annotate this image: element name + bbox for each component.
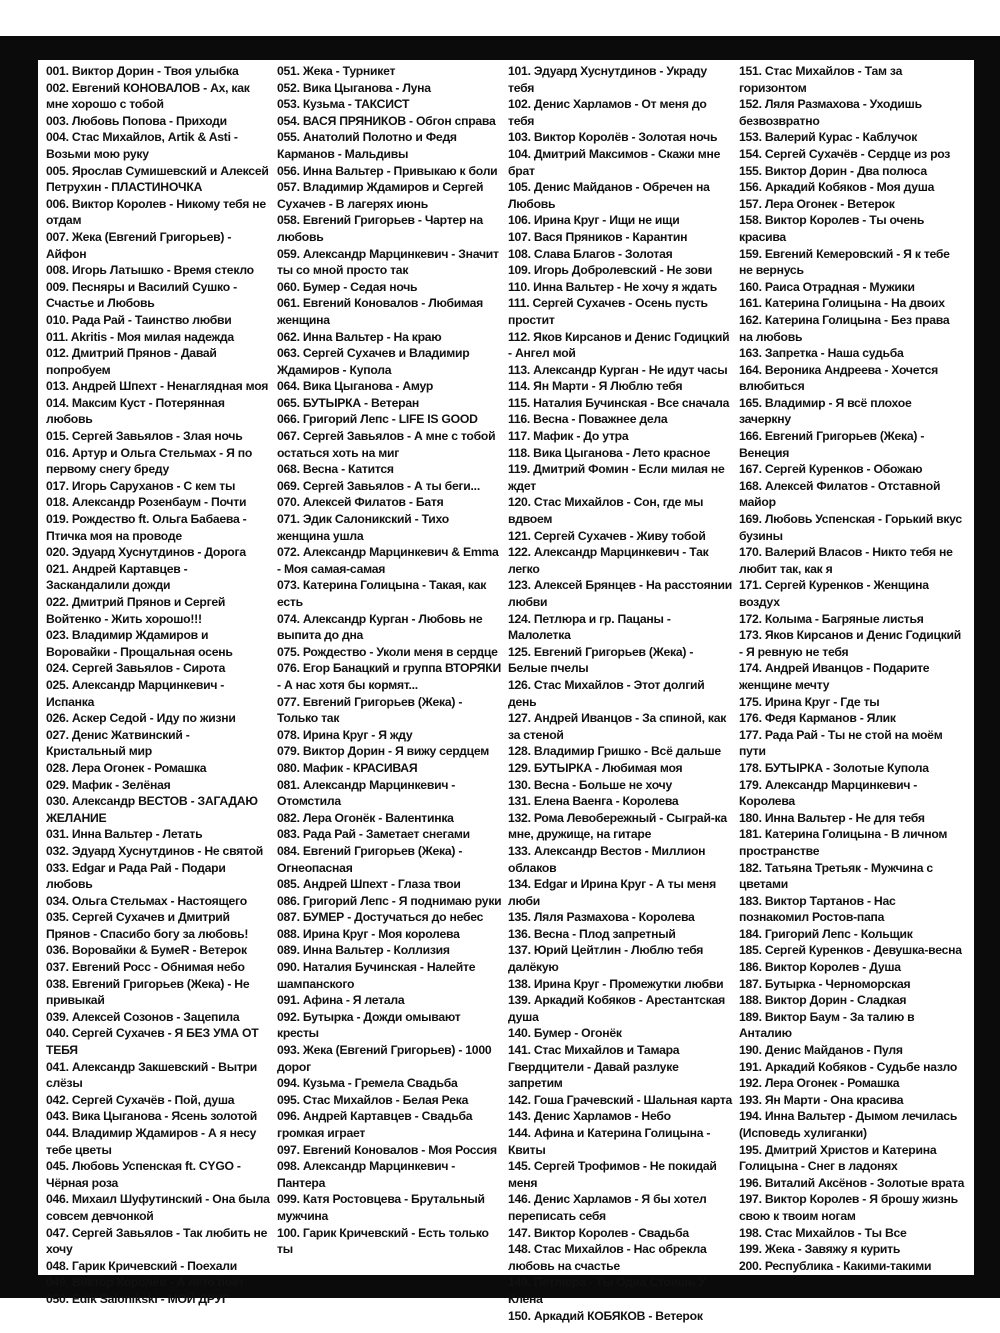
- track-entry: 034. Ольга Стельмах - Настоящего: [46, 893, 247, 908]
- track-entry: 156. Аркадий Кобяков - Моя душа: [739, 180, 935, 195]
- track-entry: 068. Весна - Катится: [277, 462, 394, 477]
- track-entry: 016. Артур и Ольга Стельмах - Я по первому снегу бреду: [46, 445, 253, 477]
- track-entry: 095. Стас Михайлов - Белая Река: [277, 1092, 469, 1107]
- track-entry: 176. Федя Карманов - Ялик: [739, 711, 896, 726]
- track-entry: 024. Сергей Завьялов - Сирота: [46, 661, 226, 676]
- track-entry: 153. Валерий Курас - Каблучок: [739, 130, 918, 145]
- track-entry: 058. Евгений Григорьев - Чартер на любовь: [277, 213, 483, 244]
- track-entry: 044. Владимир Ждамиров - А я несу тебе цветы: [46, 1126, 257, 1157]
- track-entry: 180. Инна Вальтер - Не для тебя: [739, 810, 925, 825]
- track-entry: 185. Сергей Куренков - Девушка-весна: [739, 943, 962, 958]
- track-entry: 027. Денис Жатвинский - Кристальный мир: [46, 727, 190, 759]
- track-entry: 010. Рада Рай - Таинство любви: [46, 312, 232, 327]
- track-entry: 124. Петлюра и гр. Пацаны - Малолетка: [508, 611, 671, 643]
- track-entry: 073. Катерина Голицына - Такая, как есть: [277, 578, 487, 609]
- track-entry: 007. Жека (Евгений Григорьев) - Айфон: [46, 229, 232, 261]
- track-entry: 143. Денис Харламов - Небо: [508, 1109, 671, 1124]
- track-entry: 098. Александр Марцинкевич - Пантера: [277, 1159, 456, 1190]
- track-entry: 106. Ирина Круг - Ищи не ищи: [508, 213, 680, 228]
- track-entry: 167. Сергей Куренков - Обожаю: [739, 462, 923, 477]
- track-entry: 003. Любовь Попова - Приходи: [46, 113, 227, 128]
- track-entry: 145. Сергей Трофимов - Не покидай меня: [508, 1159, 717, 1190]
- track-entry: 092. Бутырка - Дожди омывают кресты: [277, 1009, 461, 1041]
- track-entry: 173. Яков Кирсанов и Денис Годицкий - Я ревную не тебя: [739, 628, 962, 659]
- track-entry: 189. Виктор Баум - За талию в Анталию: [739, 1009, 915, 1041]
- track-entry: 006. Виктор Королев - Никому тебя не отдам: [46, 196, 266, 228]
- track-entry: 175. Ирина Круг - Где ты: [739, 694, 880, 709]
- track-entry: 200. Республика - Какими-такими: [739, 1258, 932, 1273]
- track-entry: 017. Игорь Саруханов - С кем ты: [46, 478, 236, 493]
- track-entry: 169. Любовь Успенская - Горький вкус бузины: [739, 512, 962, 543]
- track-entry: 111. Сергей Сухачев - Осень пусть простит: [508, 296, 708, 327]
- track-entry: 140. Бумер - Огонёк: [508, 1026, 622, 1041]
- track-entry: 139. Аркадий Кобяков - Арестантская душа: [508, 993, 725, 1024]
- track-entry: 192. Лера Огонек - Ромашка: [739, 1076, 900, 1091]
- track-entry: 019. Рождество ft. Ольга Бабаева - Птичка моя на проводе: [46, 512, 247, 543]
- track-entry: 170. Валерий Власов - Никто тебя не любит так, как я: [739, 545, 953, 576]
- track-entry: 069. Сергей Завьялов - А ты беги...: [277, 478, 480, 493]
- track-entry: 028. Лера Огонек - Ромашка: [46, 760, 207, 775]
- track-entry: 135. Ляля Размахова - Королева: [508, 910, 695, 925]
- track-entry: 142. Гоша Грачевский - Шальная карта: [508, 1092, 733, 1107]
- track-entry: 054. ВАСЯ ПРЯНИКОВ - Обгон справа: [277, 113, 496, 128]
- track-entry: 130. Весна - Больше не хочу: [508, 777, 672, 792]
- track-entry: 152. Ляля Размахова - Уходишь безвозвратно: [739, 97, 922, 128]
- track-entry: 181. Катерина Голицына - В личном пространстве: [739, 827, 948, 858]
- track-entry: 081. Александр Марцинкевич - Отомстила: [277, 777, 456, 809]
- track-entry: 062. Инна Вальтер - На краю: [277, 329, 442, 344]
- track-entry: 191. Аркадий Кобяков - Судьбе назло: [739, 1059, 958, 1074]
- track-entry: 022. Дмитрий Прянов и Сергей Войтенко - Жить хорошо!!!: [46, 595, 226, 626]
- track-entry: 146. Денис Харламов - Я бы хотел переписать себя: [508, 1192, 707, 1223]
- track-entry: 074. Александр Курган - Любовь не выпита до дна: [277, 611, 483, 643]
- track-entry: 186. Виктор Королев - Душа: [739, 960, 901, 975]
- track-entry: 105. Денис Майданов - Обречен на Любовь: [508, 180, 710, 211]
- track-entry: 163. Запретка - Наша судьба: [739, 346, 904, 361]
- track-entry: 037. Евгений Росс - Обнимая небо: [46, 960, 245, 975]
- track-entry: 029. Мафик - Зелёная: [46, 777, 171, 792]
- track-entry: 049. Виктор Королёв - А лето поёт: [46, 1275, 245, 1290]
- track-entry: 030. Александр ВЕСТОВ - ЗАГАДАЮ ЖЕЛАНИЕ: [46, 794, 258, 825]
- track-entry: 188. Виктор Дорин - Сладкая: [739, 993, 907, 1008]
- track-entry: 038. Евгений Григорьев (Жека) - Не привыкай: [46, 976, 250, 1008]
- track-entry: 115. Наталия Бучинская - Все сначала: [508, 395, 730, 410]
- track-entry: 071. Эдик Салоникский - Тихо женщина ушла: [277, 512, 449, 543]
- track-entry: 035. Сергей Сухачев и Дмитрий Прянов - Спасибо богу за любовь!: [46, 910, 249, 941]
- track-entry: 107. Вася Пряников - Карантин: [508, 229, 688, 244]
- top-margin: [0, 0, 1000, 36]
- track-entry: 053. Кузьма - ТАКСИСТ: [277, 97, 410, 112]
- track-entry: 084. Евгений Григорьев (Жека) - Огнеопасная: [277, 843, 463, 875]
- track-entry: 104. Дмитрий Максимов - Скажи мне брат: [508, 146, 721, 178]
- track-entry: 103. Виктор Королёв - Золотая ночь: [508, 130, 718, 145]
- tracklist-column-4: [739, 63, 965, 1274]
- track-entry: 047. Сергей Завьялов - Так любить не хочу: [46, 1225, 268, 1257]
- track-entry: 187. Бутырка - Черноморская: [739, 976, 911, 991]
- track-entry: 132. Рома Левобережный - Сыграй-ка мне, дружище, на гитаре: [508, 810, 727, 842]
- track-entry: 133. Александр Вестов - Миллион облаков: [508, 843, 706, 875]
- track-entry: 141. Стас Михайлов и Тамара Гвердцители - Давай разлуке запретим: [508, 1043, 680, 1091]
- track-entry: 125. Евгений Григорьев (Жека) - Белые пчелы: [508, 644, 694, 676]
- track-entry: 089. Инна Вальтер - Коллизия: [277, 943, 450, 958]
- track-entry: 108. Слава Благов - Золотая: [508, 246, 673, 261]
- track-entry: 009. Песняры и Василий Сушко - Счастье и Любовь: [46, 279, 237, 311]
- track-entry: 151. Стас Михайлов - Там за горизонтом: [739, 64, 903, 95]
- track-entry: 150. Аркадий КОБЯКОВ - Ветерок: [508, 1308, 703, 1323]
- track-entry: 013. Андрей Шпехт - Ненаглядная моя: [46, 379, 269, 394]
- track-entry: 165. Владимир - Я всё плохое зачеркну: [739, 395, 912, 427]
- track-entry: 196. Виталий Аксёнов - Золотые врата: [739, 1175, 965, 1190]
- track-entry: 138. Ирина Круг - Промежутки любви: [508, 976, 724, 991]
- track-entry: 008. Игорь Латышко - Время стекло: [46, 263, 254, 278]
- track-entry: 002. Евгений КОНОВАЛОВ - Ах, как мне хорошо с тобой: [46, 80, 250, 112]
- track-entry: 067. Сергей Завьялов - А мне с тобой остаться хоть на миг: [277, 429, 496, 460]
- track-entry: 159. Евгений Кемеровский - Я к тебе не вернусь: [739, 246, 950, 278]
- track-entry: 045. Любовь Успенская ft. CYGO - Чёрная роза: [46, 1159, 241, 1190]
- track-entry: 075. Рождество - Уколи меня в сердце: [277, 644, 498, 659]
- track-entry: 144. Афина и Катерина Голицына - Квиты: [508, 1126, 711, 1157]
- track-entry: 059. Александр Марцинкевич - Значит ты со мной просто так: [277, 246, 499, 278]
- track-entry: 090. Наталия Бучинская - Налейте шампанского: [277, 960, 476, 991]
- track-entry: 065. БУТЫРКА - Ветеран: [277, 395, 419, 410]
- track-entry: 129. БУТЫРКА - Любимая моя: [508, 760, 683, 775]
- track-entry: 137. Юрий Цейтлин - Люблю тебя далёкую: [508, 943, 704, 975]
- track-entry: 134. Edgar и Ирина Круг - А ты меня люби: [508, 877, 717, 908]
- track-entry: 055. Анатолий Полотно и Федя Карманов - Мальдивы: [277, 130, 457, 161]
- track-entry: 162. Катерина Голицына - Без права на любовь: [739, 312, 950, 344]
- track-entry: 056. Инна Вальтер - Привыкаю к боли: [277, 163, 498, 178]
- track-entry: 118. Вика Цыганова - Лето красное: [508, 445, 711, 460]
- track-entry: 101. Эдуард Хуснутдинов - Украду тебя: [508, 64, 707, 95]
- track-entry: 061. Евгений Коновалов - Любимая женщина: [277, 296, 484, 327]
- track-entry: 063. Сергей Сухачев и Владимир Ждамиров - Купола: [277, 346, 470, 377]
- track-entry: 116. Весна - Поважнее дела: [508, 412, 668, 427]
- track-entry: 039. Алексей Созонов - Зацепила: [46, 1009, 240, 1024]
- tracklist-column-1: [46, 63, 272, 1308]
- track-entry: 112. Яков Кирсанов и Денис Годицкий - Ангел мой: [508, 329, 730, 361]
- track-entry: 131. Елена Ваенга - Королева: [508, 794, 679, 809]
- track-entry: 184. Григорий Лепс - Кольщик: [739, 926, 913, 941]
- track-entry: 032. Эдуард Хуснутдинов - Не святой: [46, 843, 264, 858]
- track-entry: 026. Аскер Седой - Иду по жизни: [46, 711, 236, 726]
- track-entry: 166. Евгений Григорьев (Жека) - Венеция: [739, 429, 925, 460]
- track-entry: 023. Владимир Ждамиров и Воровайки - Прощальная осень: [46, 628, 233, 659]
- track-entry: 096. Андрей Картавцев - Свадьба громкая играет: [277, 1109, 473, 1140]
- track-entry: 031. Инна Вальтер - Летать: [46, 827, 203, 842]
- track-entry: 036. Воровайки & БумеR - Ветерок: [46, 943, 247, 958]
- track-entry: 033. Edgar и Рада Рай - Подари любовь: [46, 860, 226, 892]
- track-entry: 078. Ирина Круг - Я жду: [277, 727, 413, 742]
- track-entry: 149. Петлюра - Ты Одна Стоишь У Клена: [508, 1275, 706, 1306]
- track-entry: 077. Евгений Григорьев (Жека) - Только так: [277, 694, 463, 726]
- track-entry: 048. Гарик Кричевский - Поехали: [46, 1258, 238, 1273]
- tracklist-column-2: [277, 63, 503, 1258]
- track-entry: 088. Ирина Круг - Моя королева: [277, 926, 460, 941]
- track-entry: 079. Виктор Дорин - Я вижу сердцем: [277, 744, 489, 759]
- track-entry: 183. Виктор Тартанов - Нас познакомил Ростов-папа: [739, 893, 896, 925]
- track-entry: 172. Колыма - Багряные листья: [739, 611, 924, 626]
- track-entry: 043. Вика Цыганова - Ясень золотой: [46, 1109, 257, 1124]
- track-entry: 011. Akritis - Моя милая надежда: [46, 329, 234, 344]
- track-entry: 177. Рада Рай - Ты не стой на моём пути: [739, 727, 943, 759]
- track-entry: 114. Ян Марти - Я Люблю тебя: [508, 379, 683, 394]
- track-entry: 198. Стас Михайлов - Ты Все: [739, 1225, 907, 1240]
- track-entry: 128. Владимир Гришко - Всё дальше: [508, 744, 721, 759]
- tracklist-column-3: [508, 63, 734, 1324]
- track-entry: 082. Лера Огонёк - Валентинка: [277, 810, 454, 825]
- track-entry: 126. Стас Михайлов - Этот долгий день: [508, 677, 705, 709]
- track-entry: 094. Кузьма - Гремела Свадьба: [277, 1076, 458, 1091]
- track-entry: 168. Алексей Филатов - Отставной майор: [739, 478, 941, 510]
- track-entry: 050. Edik Salonikski - МОЙ ДРУГ: [46, 1291, 229, 1306]
- track-entry: 042. Сергей Сухачёв - Пой, душа: [46, 1092, 235, 1107]
- track-entry: 123. Алексей Брянцев - На расстоянии любви: [508, 578, 733, 609]
- track-entry: 109. Игорь Добролевский - Не зови: [508, 263, 713, 278]
- track-entry: 154. Сергей Сухачёв - Сердце из роз: [739, 146, 951, 161]
- track-entry: 083. Рада Рай - Заметает снегами: [277, 827, 470, 842]
- track-entry: 164. Вероника Андреева - Хочется влюбиться: [739, 362, 939, 394]
- track-entry: 005. Ярослав Сумишевский и Алексей Петрухин - ПЛАСТИНОЧКА: [46, 163, 269, 195]
- track-entry: 018. Александр Розенбаум - Почти: [46, 495, 247, 510]
- track-entry: 041. Александр Закшевский - Вытри слёзы: [46, 1059, 258, 1091]
- track-entry: 161. Катерина Голицына - На двоих: [739, 296, 945, 311]
- track-entry: 060. Бумер - Седая ночь: [277, 279, 418, 294]
- track-entry: 046. Михаил Шуфутинский - Она была совсем девчонкой: [46, 1192, 270, 1223]
- track-entry: 021. Андрей Картавцев - Заскандалили дожди: [46, 561, 188, 593]
- track-entry: 178. БУТЫРКА - Золотые Купола: [739, 760, 929, 775]
- track-entry: 160. Раиса Отрадная - Мужики: [739, 279, 915, 294]
- track-entry: 070. Алексей Филатов - Батя: [277, 495, 444, 510]
- track-entry: 127. Андрей Иванцов - За спиной, как за стеной: [508, 711, 727, 742]
- track-entry: 072. Александр Марцинкевич & Emma - Моя самая-самая: [277, 545, 499, 576]
- track-entry: 004. Стас Михайлов, Artik & Asti - Возьми мою руку: [46, 130, 238, 161]
- track-entry: 179. Александр Марцинкевич - Королева: [739, 777, 918, 809]
- track-entry: 174. Андрей Иванцов - Подарите женщине мечту: [739, 661, 930, 692]
- track-entry: 157. Лера Огонек - Ветерок: [739, 196, 895, 211]
- track-entry: 197. Виктор Королев - Я брошу жизнь свою к твоим ногам: [739, 1192, 958, 1223]
- track-entry: 158. Виктор Королев - Ты очень красива: [739, 213, 925, 244]
- track-entry: 100. Гарик Кричевский - Есть только ты: [277, 1225, 489, 1257]
- track-entry: 102. Денис Харламов - От меня до тебя: [508, 97, 707, 128]
- track-entry: 148. Стас Михайлов - Нас обрекла любовь на счастье: [508, 1242, 707, 1273]
- track-entry: 121. Сергей Сухачев - Живу тобой: [508, 528, 706, 543]
- track-entry: 087. БУМЕР - Достучаться до небес: [277, 910, 484, 925]
- track-entry: 194. Инна Вальтер - Дымом лечилась (Исповедь хулиганки): [739, 1109, 958, 1140]
- track-entry: 080. Мафик - КРАСИВАЯ: [277, 760, 418, 775]
- track-entry: 001. Виктор Дорин - Твоя улыбка: [46, 64, 239, 78]
- track-entry: 093. Жека (Евгений Григорьев) - 1000 дорог: [277, 1043, 492, 1074]
- track-entry: 014. Максим Куст - Потерянная любовь: [46, 395, 225, 427]
- track-entry: 195. Дмитрий Христов и Катерина Голицына - Снег в ладонях: [739, 1142, 937, 1174]
- track-entry: 025. Александр Марцинкевич - Испанка: [46, 677, 225, 709]
- track-entry: 136. Весна - Плод запретный: [508, 926, 676, 941]
- track-entry: 199. Жека - Завяжу я курить: [739, 1242, 901, 1257]
- track-entry: 064. Вика Цыганова - Амур: [277, 379, 434, 394]
- track-entry: 171. Сергей Куренков - Женщина воздух: [739, 578, 929, 609]
- track-entry: 012. Дмитрий Прянов - Давай попробуем: [46, 346, 217, 377]
- track-entry: 066. Григорий Лепс - LIFE IS GOOD: [277, 412, 478, 427]
- track-entry: 040. Сергей Сухачев - Я БЕЗ УМА ОТ ТЕБЯ: [46, 1026, 259, 1058]
- track-entry: 091. Афина - Я летала: [277, 993, 405, 1008]
- track-entry: 051. Жека - Турникет: [277, 64, 396, 78]
- track-entry: 015. Сергей Завьялов - Злая ночь: [46, 429, 243, 444]
- track-entry: 119. Дмитрий Фомин - Если милая не ждет: [508, 462, 725, 493]
- track-entry: 117. Мафик - До утра: [508, 429, 629, 444]
- track-entry: 147. Виктор Королев - Свадьба: [508, 1225, 689, 1240]
- track-entry: 122. Александр Марцинкевич - Так легко: [508, 545, 709, 576]
- track-entry: 110. Инна Вальтер - Не хочу я ждать: [508, 279, 718, 294]
- track-entry: 020. Эдуард Хуснутдинов - Дорога: [46, 545, 246, 560]
- track-entry: 155. Виктор Дорин - Два полюса: [739, 163, 927, 178]
- track-entry: 120. Стас Михайлов - Сон, где мы вдвоем: [508, 495, 704, 527]
- track-entry: 086. Григорий Лепс - Я поднимаю руки: [277, 893, 502, 908]
- track-entry: 099. Катя Ростовцева - Брутальный мужчина: [277, 1192, 485, 1223]
- track-entry: 182. Татьяна Третьяк - Мужчина с цветами: [739, 860, 933, 892]
- track-entry: 097. Евгений Коновалов - Моя Россия: [277, 1142, 497, 1157]
- track-entry: 052. Вика Цыганова - Луна: [277, 80, 431, 95]
- track-entry: 113. Александр Курган - Не идут часы: [508, 362, 728, 377]
- track-entry: 193. Ян Марти - Она красива: [739, 1092, 904, 1107]
- track-entry: 085. Андрей Шпехт - Глаза твои: [277, 877, 461, 892]
- track-entry: 057. Владимир Ждамиров и Сергей Сухачев - В лагерях июнь: [277, 180, 484, 211]
- track-entry: 190. Денис Майданов - Пуля: [739, 1043, 903, 1058]
- track-entry: 076. Егор Банацкий и группа ВТОРЯКИ - А нас хотя бы кормят...: [277, 661, 501, 692]
